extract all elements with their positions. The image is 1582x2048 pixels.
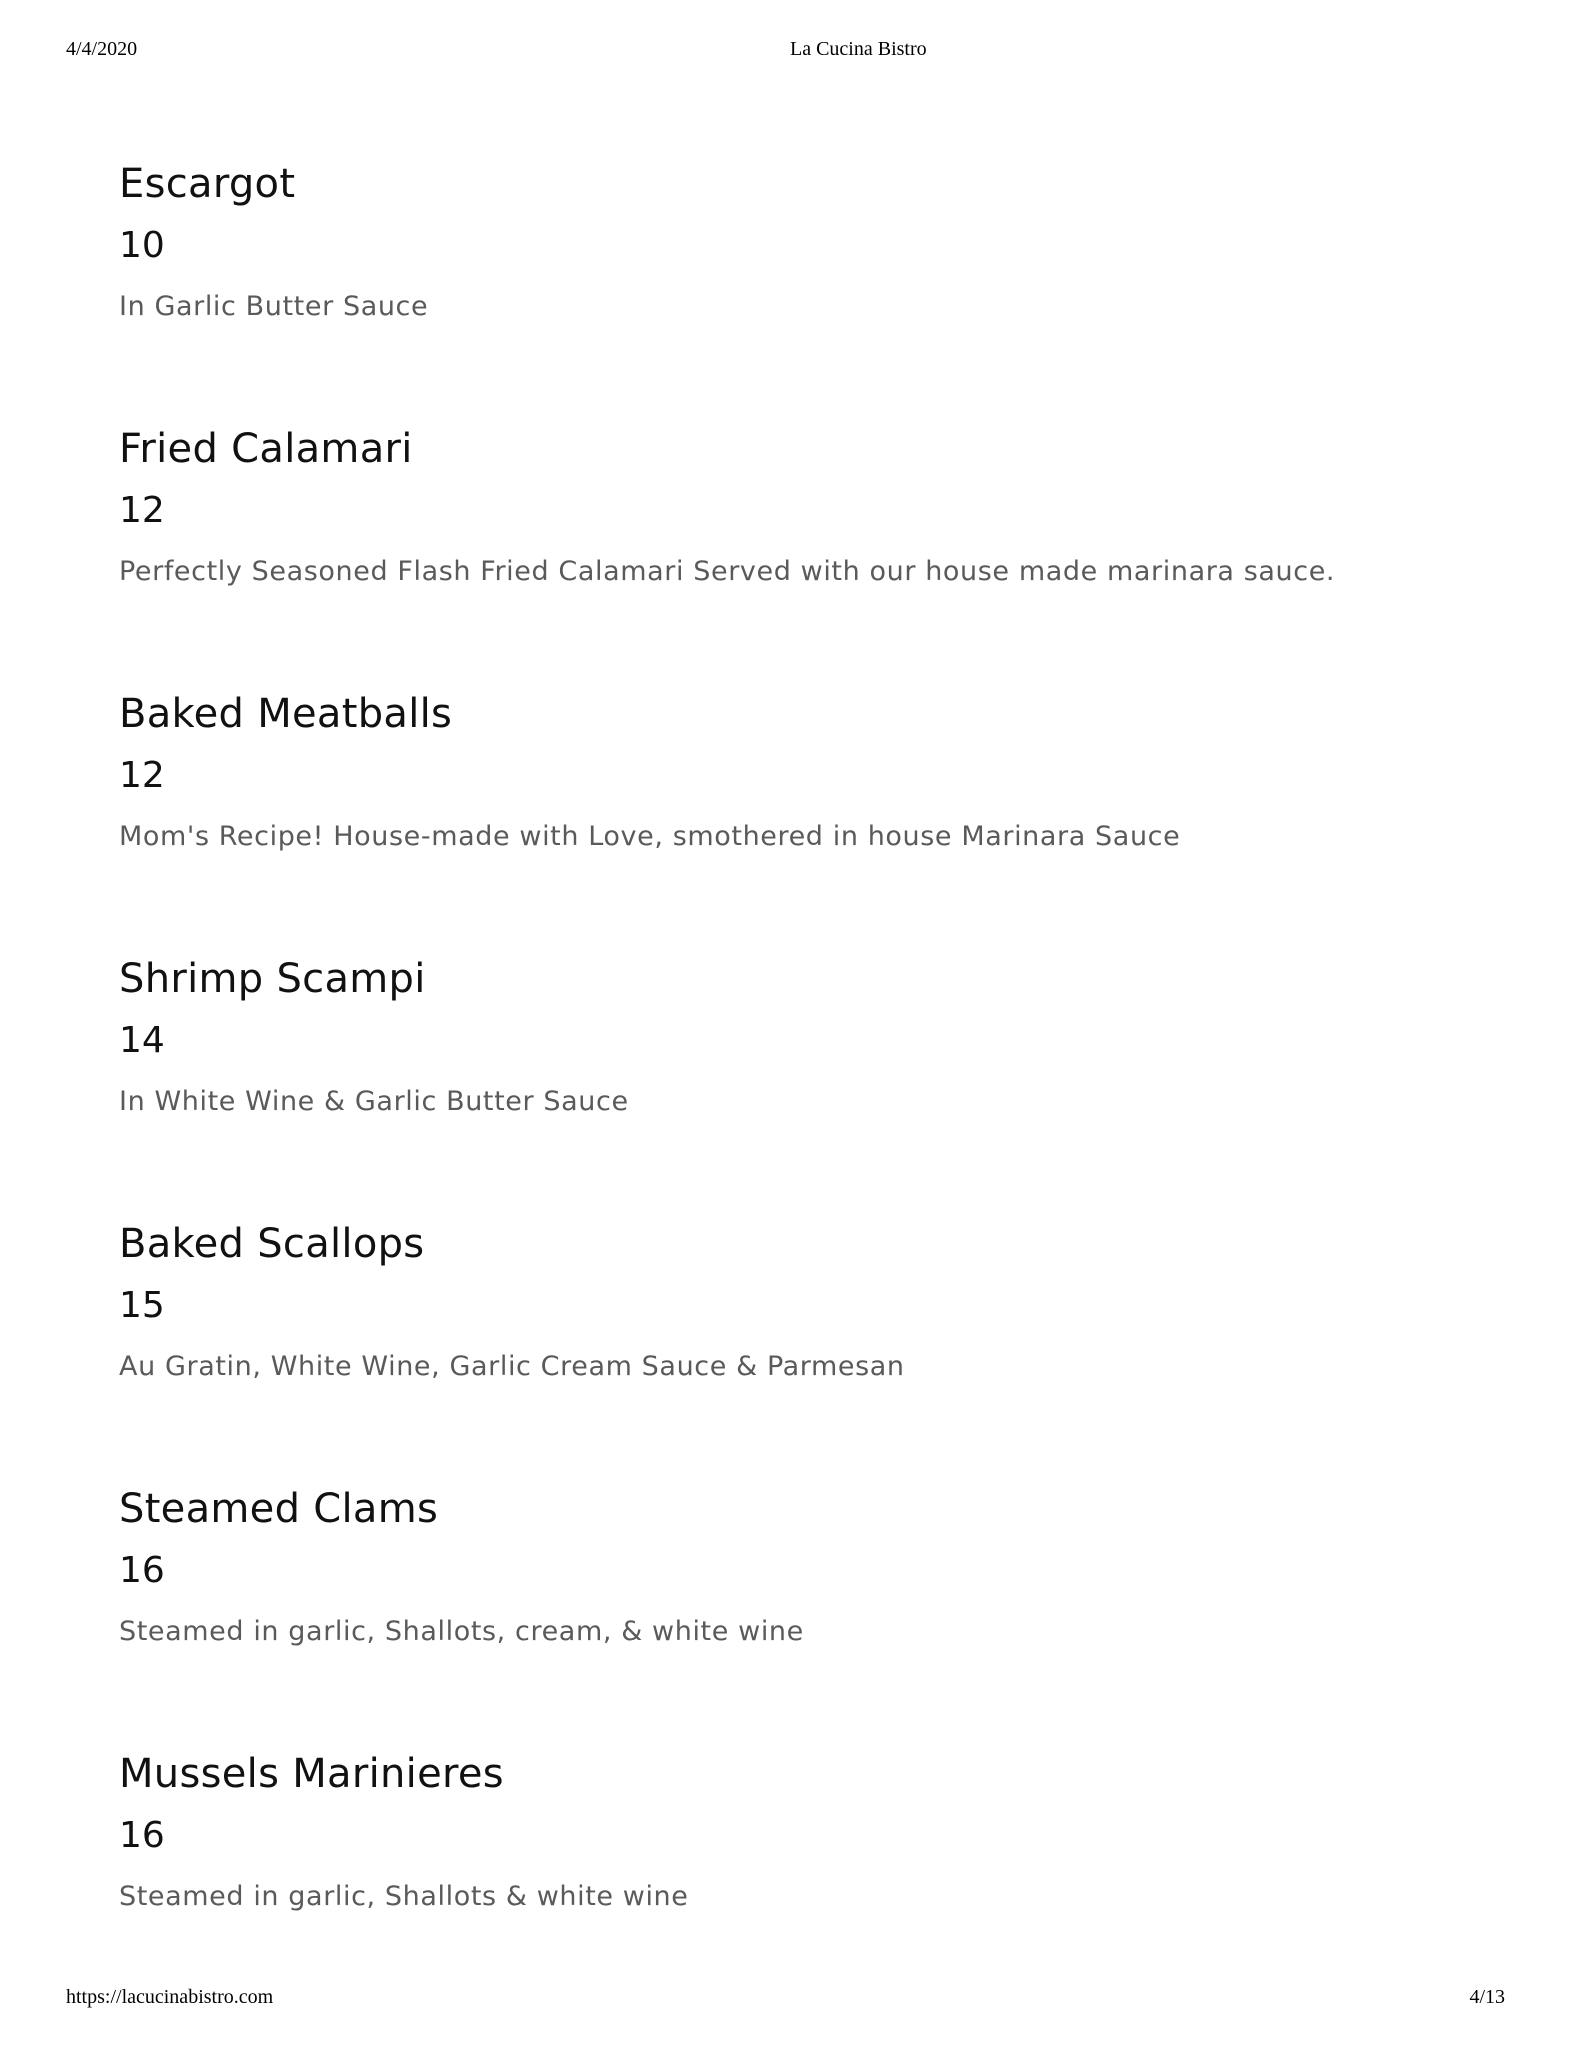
menu-item	[119, 685, 1499, 950]
item-name: Escargot	[119, 161, 296, 207]
item-name: Baked Scallops	[119, 1221, 425, 1267]
menu-item	[119, 155, 1499, 420]
menu-item	[119, 420, 1499, 685]
item-price: 10	[119, 225, 165, 266]
menu-item	[119, 1745, 1499, 2010]
page-url: https://lacucinabistro.com	[66, 1986, 274, 2008]
item-price: 16	[119, 1550, 165, 1591]
item-description: Perfectly Seasoned Flash Fried Calamari Served with our house made marinara sauce.	[119, 556, 1336, 587]
item-price: 16	[119, 1815, 165, 1856]
item-price: 12	[119, 755, 165, 796]
menu-item	[119, 1480, 1499, 1745]
menu-item	[119, 1215, 1499, 1480]
item-price: 14	[119, 1020, 165, 1061]
print-header	[0, 38, 1582, 66]
print-date: 4/4/2020	[66, 38, 138, 60]
item-description: In Garlic Butter Sauce	[119, 291, 429, 322]
item-description: Mom's Recipe! House-made with Love, smothered in house Marinara Sauce	[119, 821, 1181, 852]
item-description: Steamed in garlic, Shallots, cream, & white wine	[119, 1616, 804, 1647]
page-number: 4/13	[1469, 1986, 1505, 2008]
item-name: Shrimp Scampi	[119, 956, 426, 1002]
menu-item	[119, 950, 1499, 1215]
item-name: Baked Meatballs	[119, 691, 453, 737]
page-title: La Cucina Bistro	[790, 38, 927, 60]
print-footer	[0, 1986, 1582, 2014]
item-description: Steamed in garlic, Shallots & white wine	[119, 1881, 689, 1912]
item-price: 15	[119, 1285, 165, 1326]
item-description: In White Wine & Garlic Butter Sauce	[119, 1086, 629, 1117]
item-name: Fried Calamari	[119, 426, 413, 472]
item-name: Mussels Marinieres	[119, 1751, 504, 1797]
item-description: Au Gratin, White Wine, Garlic Cream Sauce & Parmesan	[119, 1351, 905, 1382]
item-price: 12	[119, 490, 165, 531]
menu-list	[119, 155, 1499, 2010]
item-name: Steamed Clams	[119, 1486, 439, 1532]
